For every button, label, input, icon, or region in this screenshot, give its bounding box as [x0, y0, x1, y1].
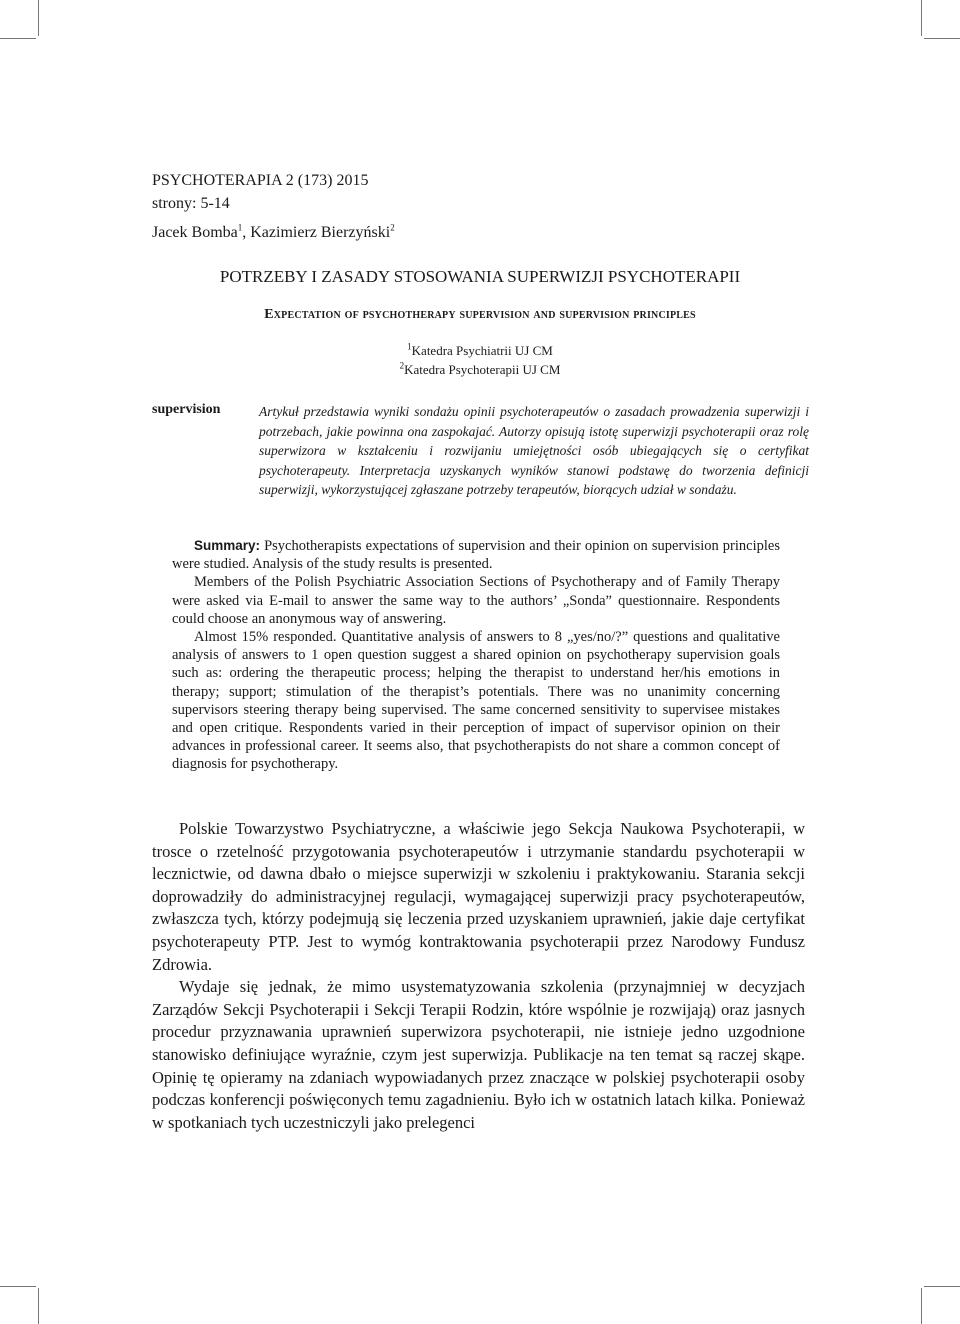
affiliation-mark: 1	[407, 341, 412, 352]
affiliation-item	[0, 360, 960, 379]
author-name: Kazimierz Bierzyński	[250, 224, 391, 241]
page-range: strony: 5-14	[152, 195, 230, 212]
author-separator: ,	[242, 224, 251, 241]
summary-paragraph: Members of the Polish Psychiatric Association Sections of Psychotherapy and of Family Therapy were asked via E-mail to answer the same way to the authors’ „Sonda” questionnaire. Respondents could choose an anonymous way of answering.	[172, 574, 780, 627]
body-paragraph: Wydaje się jednak, że mimo usystematyzowania szkolenia (przynajmniej w decyzjach Zarządów Sekcji Psychoterapii i Sekcji Terapii Rodzin, które wspólnie je rozwijają) oraz jasnych procedur przyznawania uprawnień superwizora psychoterapii, nie istnieje jedno uzgodnione stanowisko definiujące wyraźnie, czym jest superwizja. Publikacje na ten temat są raczej skąpe. Opinię tę opieramy na zdaniach wypowiadanych przez znaczące w polskiej psychoterapii osoby podczas konferencji poświęconych temu zagadnieniu. Było ich w ostatnich latach kilka. Ponieważ w spotkaniach tych uczestniczyli jako prelegenci	[152, 977, 805, 1132]
summary-paragraph: Almost 15% responded. Quantitative analysis of answers to 8 „yes/no/?” questions and qualitative analysis of answers to 1 open question suggest a shared opinion on psychotherapy supervision goals such as: ordering the therapeutic process; helping the therapist to understand her/his emotions in therapy; support; stimulation of the therapist’s potentials. There was no unanimity concerning supervisors steering therapy being supervised. The same concerned sensitivity to supervisee mistakes and open critique. Respondents varied in their perception of impact of supervisor opinion on their advances in professional career. It seems also, that psychotherapists do not share a common concept of diagnosis for psychotherapy.	[172, 629, 780, 773]
affiliation-item	[0, 341, 960, 360]
affiliation-text: Katedra Psychiatrii UJ CM	[411, 343, 553, 358]
article-title-polish: POTRZEBY I ZASADY STOSOWANIA SUPERWIZJI PSYCHOTERAPII	[219, 267, 741, 286]
affiliation-mark: 2	[399, 360, 405, 371]
body-text	[152, 818, 805, 1134]
affiliation-text: Katedra Psychoterapii UJ CM	[404, 362, 561, 377]
journal-issue: PSYCHOTERAPIA 2 (173) 2015	[152, 172, 369, 189]
affiliations	[0, 341, 960, 379]
author-line	[152, 222, 395, 243]
summary-text: Psychotherapists expectations of supervision and their opinion on supervision principles were studied. Analysis of the study results is presented.	[172, 538, 780, 573]
author-name: Jacek Bomba	[152, 224, 238, 241]
abstract-polish: Artykuł przedstawia wyniki sondażu opinii psychoterapeutów o zasadach prowadzenia superwizji i potrzebach, jakie powinna ona zaspokajać. Autorzy opisują istotę superwizji psychoterapii oraz rolę superwizora w kształceniu i rozwijaniu umiejętności osób ubiegających się o certyfikat psychoterapeuty. Interpretacja uzyskanych wyników stanowi podstawę do tworzenia definicji superwizji, wykorzystującej zgłaszane potrzeby terapeutów, biorących udział w sondażu.	[259, 404, 809, 497]
author-affiliation-mark: 2	[390, 222, 395, 233]
keyword: supervision	[152, 402, 221, 417]
summary-paragraph	[172, 537, 780, 573]
summary-label: Summary:	[194, 538, 261, 553]
summary-english	[172, 537, 780, 774]
body-paragraph: Polskie Towarzystwo Psychiatryczne, a właściwie jego Sekcja Naukowa Psychoterapii, w trosce o rzetelność przygotowania psychoterapeutów i utrzymanie standardu psychoterapii w lecznictwie, od dawna dbało o miejsce superwizji w szkoleniu i praktykowaniu. Starania sekcji doprowadziły do administracyjnej regulacji, wymagającej superwizji pracy psychoterapeutów, zwłaszcza tych, którzy podejmują się leczenia przed uzyskaniem uprawnień, jakie daje certyfikat psychoterapeuty PTP. Jest to wymóg kontraktowania psychoterapii przez Narodowy Fundusz Zdrowia.	[152, 819, 805, 974]
article-title-english: Expectation of psychotherapy supervision and supervision principles	[264, 307, 696, 322]
author-affiliation-mark: 1	[237, 222, 243, 233]
